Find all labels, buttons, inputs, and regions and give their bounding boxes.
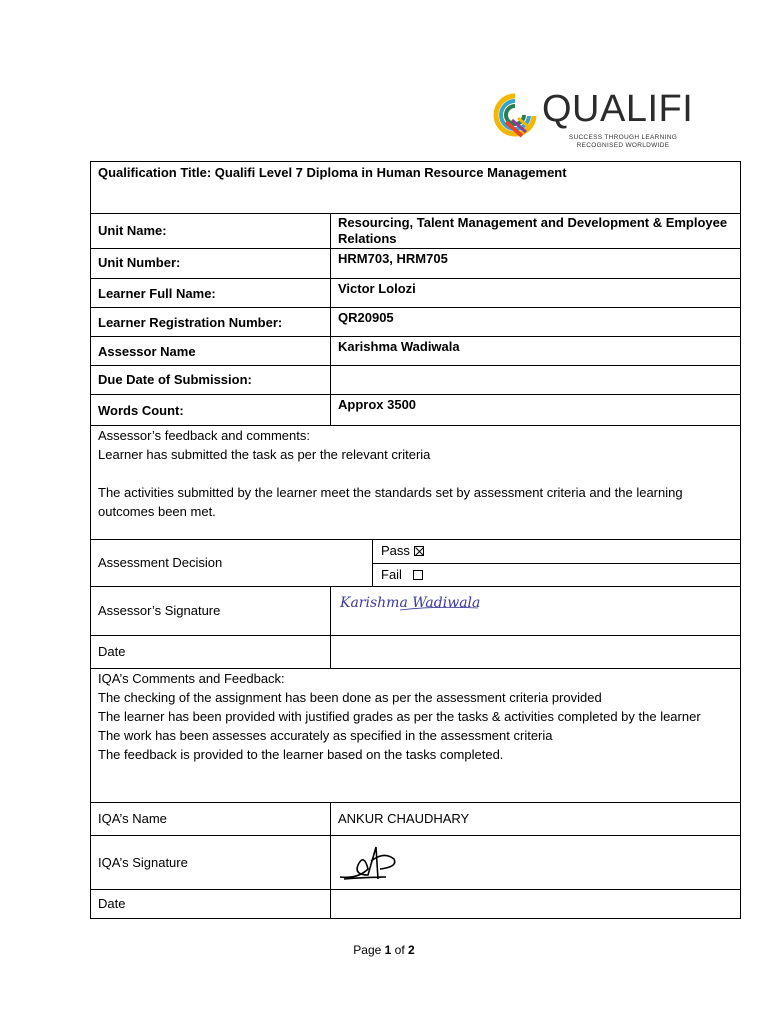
- assessor-date-value: [330, 635, 741, 669]
- iqa-signature-label: IQA’s Signature: [90, 835, 331, 890]
- unit-name-label: Unit Name:: [90, 213, 331, 249]
- assessor-feedback-heading: Assessor’s feedback and comments:: [98, 428, 310, 443]
- registration-value: QR20905: [330, 307, 741, 337]
- fail-label: Fail: [381, 567, 402, 582]
- due-date-value: [330, 365, 741, 395]
- learner-name-label: Learner Full Name:: [90, 278, 331, 308]
- assessor-signature-image: [338, 586, 488, 616]
- assessor-date-label: Date: [90, 635, 331, 669]
- unit-number-label: Unit Number:: [90, 248, 331, 279]
- learner-name-value: Victor Lolozi: [330, 278, 741, 308]
- iqa-feedback-line: The feedback is provided to the learner based on the tasks completed.: [98, 747, 504, 762]
- iqa-name-label: IQA’s Name: [90, 802, 331, 836]
- pass-option[interactable]: [372, 539, 741, 564]
- iqa-feedback-heading: IQA’s Comments and Feedback:: [98, 671, 285, 686]
- unit-number-value: HRM703, HRM705: [330, 248, 741, 279]
- iqa-feedback-line: The checking of the assignment has been done as per the assessment criteria provided: [98, 690, 602, 705]
- qualifi-logo-mark-icon: [492, 92, 538, 138]
- iqa-date-value: [330, 889, 741, 919]
- logo-wordmark: QUALIFI: [542, 88, 694, 130]
- fail-checkbox-icon[interactable]: [413, 570, 423, 580]
- assessor-name-value: Karishma Wadiwala: [330, 336, 741, 366]
- iqa-feedback-line: The work has been assesses accurately as specified in the assessment criteria: [98, 728, 553, 743]
- iqa-feedback-line: The learner has been provided with justified grades as per the tasks & activities completed by the learner: [98, 709, 701, 724]
- pass-label: Pass: [381, 543, 410, 558]
- qualifi-logo: [492, 90, 702, 152]
- qualification-title: Qualification Title: Qualifi Level 7 Diploma in Human Resource Management: [90, 161, 741, 214]
- assessor-name-label: Assessor Name: [90, 336, 331, 366]
- assessor-feedback-line: The activities submitted by the learner meet the standards set by assessment criteria and the learning outcomes been met.: [98, 485, 683, 519]
- registration-label: Learner Registration Number:: [90, 307, 331, 337]
- assessor-feedback: [90, 425, 741, 540]
- iqa-feedback: [90, 668, 741, 803]
- assessor-feedback-line: Learner has submitted the task as per the relevant criteria: [98, 447, 431, 462]
- page-number: Page 1 of 2: [353, 943, 415, 957]
- due-date-label: Due Date of Submission:: [90, 365, 331, 395]
- words-count-value: Approx 3500: [330, 394, 741, 426]
- logo-tagline: SUCCESS THROUGH LEARNING RECOGNISED WORLDWIDE: [568, 134, 678, 149]
- iqa-date-label: Date: [90, 889, 331, 919]
- assessment-decision-label: Assessment Decision: [90, 539, 373, 587]
- iqa-signature-image: [338, 839, 413, 887]
- pass-checkbox-checked-icon[interactable]: [414, 546, 424, 556]
- iqa-name-value: ANKUR CHAUDHARY: [330, 802, 741, 836]
- assessor-signature-label: Assessor’s Signature: [90, 586, 331, 636]
- assessor-signature-text: Karishma Wadiwala: [340, 595, 481, 611]
- words-count-label: Words Count:: [90, 394, 331, 426]
- unit-name-value: Resourcing, Talent Management and Development & Employee Relations: [330, 213, 741, 249]
- fail-option[interactable]: [372, 563, 741, 587]
